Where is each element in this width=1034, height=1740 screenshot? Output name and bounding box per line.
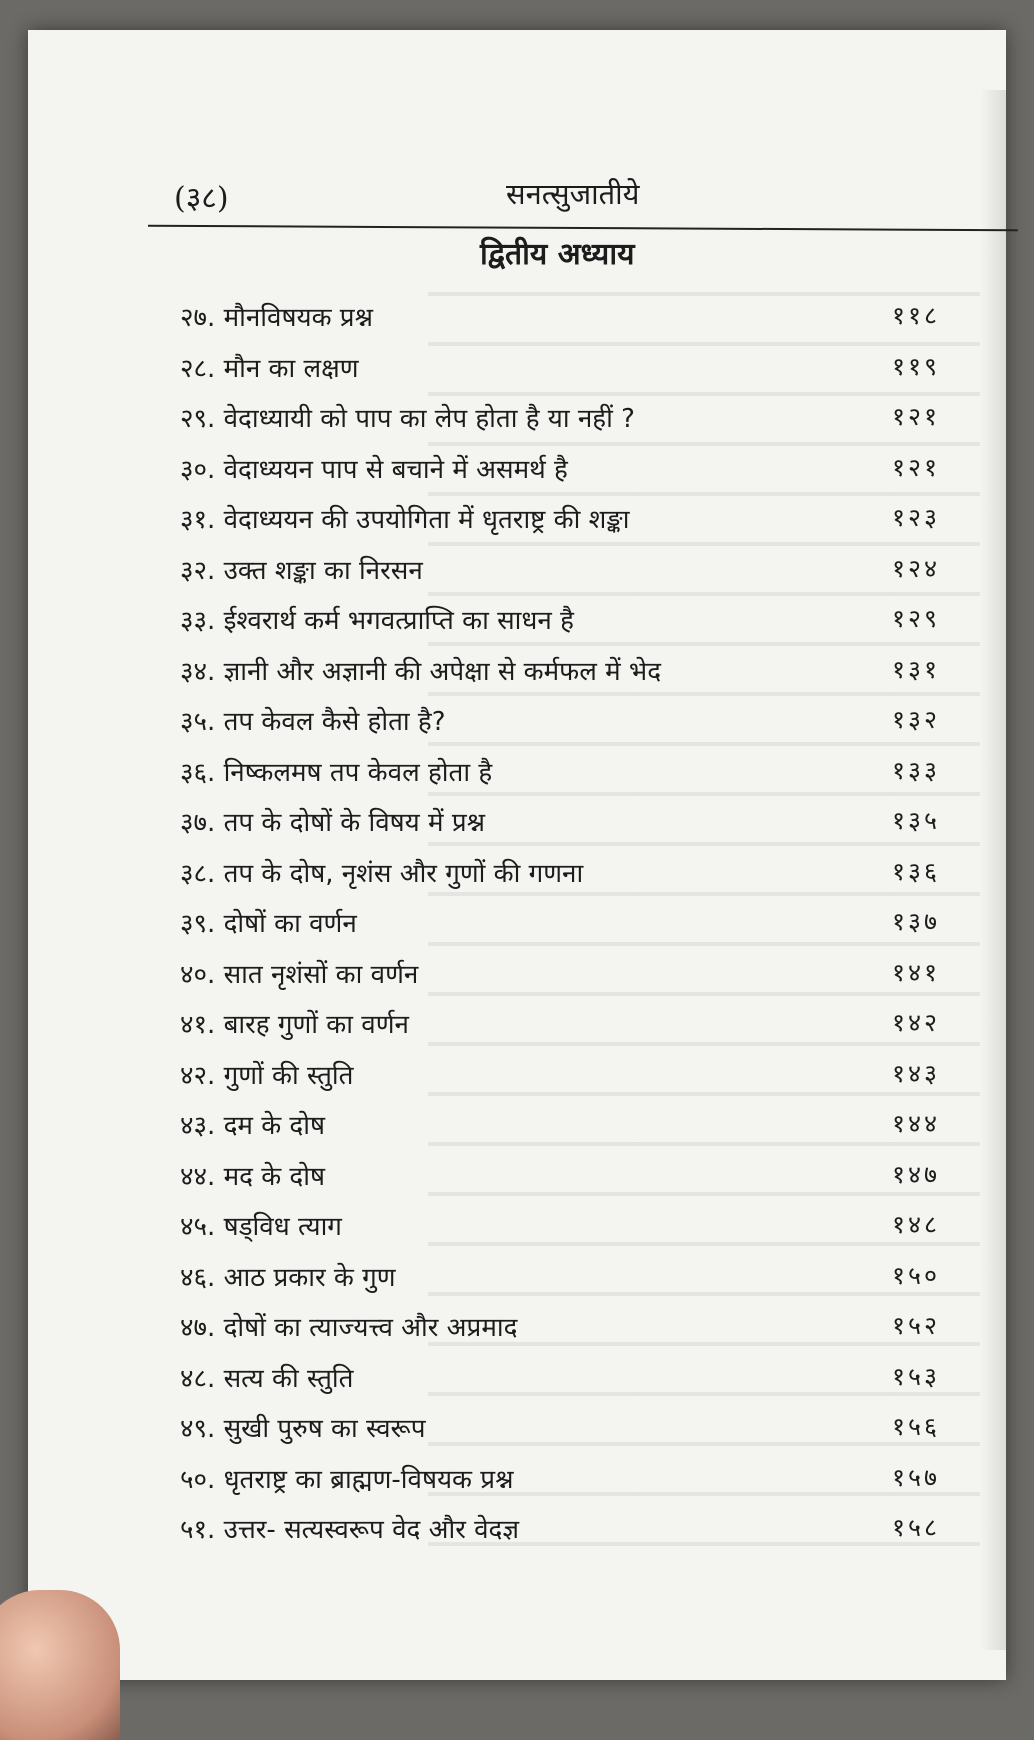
toc-entry-label: ३७. तप के दोषों के विषय में प्रश्न — [180, 808, 486, 838]
toc-entry-page: १४२ — [891, 1008, 940, 1037]
toc-entry — [150, 1454, 940, 1505]
toc-entry-label: ४३. दम के दोष — [180, 1111, 325, 1141]
toc-entry-page: ११८ — [891, 301, 940, 330]
toc-entry-page: १४८ — [891, 1210, 940, 1239]
toc-entry-page: १४४ — [891, 1109, 940, 1138]
toc-entry — [150, 595, 940, 646]
toc-entry — [150, 444, 940, 495]
toc-entry — [150, 797, 940, 848]
toc-entry — [150, 343, 940, 394]
toc-entry-label: ५०. धृतराष्ट्र का ब्राह्मण-विषयक प्रश्न — [180, 1464, 514, 1495]
toc-entry-label: २८. मौन का लक्षण — [180, 353, 359, 384]
toc-entry-page: १३१ — [891, 654, 940, 684]
toc-entry-label: ४५. षड्विध त्याग — [180, 1212, 342, 1242]
toc-entry — [150, 848, 940, 899]
toc-entry — [150, 898, 940, 949]
toc-entry-label: ४८. सत्य की स्तुति — [180, 1363, 354, 1394]
toc-entry-label: ५१. उत्तर- सत्यस्वरूप वेद और वेदज्ञ — [180, 1515, 520, 1545]
toc-entry — [150, 999, 940, 1050]
toc-entry-page: १४७ — [891, 1159, 940, 1189]
toc-entry-label: ४२. गुणों की स्तुति — [180, 1060, 354, 1091]
toc-entry — [150, 747, 940, 798]
toc-entry-label: ३३. ईश्वरार्थ कर्म भगवत्प्राप्ति का साधन है — [180, 606, 574, 636]
toc-entry — [150, 1050, 940, 1101]
toc-entry-page: १२१ — [891, 452, 940, 482]
toc-entry-page: १४३ — [891, 1058, 940, 1088]
toc-entry-page: १५८ — [891, 1513, 940, 1542]
toc-entry-page: १५३ — [891, 1361, 940, 1391]
toc-entry — [150, 949, 940, 1000]
toc-entry-label: २७. मौनविषयक प्रश्न — [180, 303, 373, 333]
toc-entry-label: ४४. मद के दोष — [180, 1161, 325, 1192]
toc-entry-page: १५७ — [891, 1462, 940, 1492]
toc-entry-label: ४७. दोषों का त्याज्यत्त्व और अप्रमाद — [180, 1313, 518, 1343]
toc-entry — [150, 393, 940, 444]
toc-entry-page: १२४ — [891, 553, 940, 583]
toc-entry — [150, 494, 940, 545]
toc-entry-label: २९. वेदाध्यायी को पाप का लेप होता है या नहीं ? — [180, 404, 635, 434]
toc-entry-page: १२९ — [891, 604, 940, 633]
toc-entry-page: १३२ — [891, 705, 940, 734]
toc-entry — [150, 292, 940, 343]
page-header — [146, 148, 1026, 216]
toc-entry — [150, 1302, 940, 1353]
toc-entry — [150, 1403, 940, 1454]
toc-entry — [150, 1504, 940, 1555]
toc-entry-page: १२१ — [891, 402, 940, 431]
page-number: (३८) — [174, 181, 229, 216]
toc-entry-label: ३१. वेदाध्ययन की उपयोगिता में धृतराष्ट्र की शङ्का — [180, 505, 630, 535]
running-title: सनत्सुजातीये — [506, 177, 640, 211]
toc-entry-label: ४६. आठ प्रकार के गुण — [180, 1262, 396, 1293]
header-rule — [148, 225, 1018, 232]
toc-entry-page: १४१ — [891, 957, 940, 987]
toc-entry-label: ३६. निष्कलमष तप केवल होता है — [180, 757, 493, 788]
table-of-contents — [150, 292, 940, 1555]
toc-entry — [150, 646, 940, 697]
toc-entry — [150, 696, 940, 747]
book-page — [28, 30, 1006, 1680]
toc-entry-label: ३९. दोषों का वर्णन — [180, 909, 357, 939]
toc-entry-page: १२३ — [891, 503, 940, 532]
toc-entry-label: ४१. बारह गुणों का वर्णन — [180, 1010, 409, 1040]
toc-entry-label: ४९. सुखी पुरुष का स्वरूप — [180, 1414, 426, 1444]
toc-entry-label: ४०. सात नृशंसों का वर्णन — [180, 959, 419, 990]
toc-entry-page: १५६ — [891, 1412, 940, 1441]
toc-entry-label: ३५. तप केवल कैसे होता है? — [180, 707, 446, 737]
toc-entry-page: ११९ — [891, 351, 940, 381]
toc-entry-label: ३२. उक्त शङ्का का निरसन — [180, 555, 423, 586]
toc-entry — [150, 1353, 940, 1404]
toc-entry — [150, 1151, 940, 1202]
toc-entry — [150, 545, 940, 596]
page-edge — [980, 90, 1006, 1650]
toc-entry-label: ३०. वेदाध्ययन पाप से बचाने में असमर्थ है — [180, 454, 568, 485]
toc-entry-page: १३७ — [891, 907, 940, 936]
toc-entry-page: १३६ — [891, 856, 940, 886]
toc-entry-page: १५० — [891, 1260, 940, 1290]
toc-entry-page: १५२ — [891, 1311, 940, 1340]
toc-entry-page: १३३ — [891, 755, 940, 785]
toc-entry — [150, 1201, 940, 1252]
toc-entry-page: १३५ — [891, 806, 940, 835]
toc-entry-label: ३४. ज्ञानी और अज्ञानी की अपेक्षा से कर्मफल में भेद — [180, 656, 662, 687]
toc-entry — [150, 1100, 940, 1151]
finger — [0, 1590, 120, 1740]
toc-entry — [150, 1252, 940, 1303]
toc-entry-label: ३८. तप के दोष, नृशंस और गुणों की गणना — [180, 858, 584, 889]
chapter-title: द्वितीय अध्याय — [480, 237, 635, 272]
